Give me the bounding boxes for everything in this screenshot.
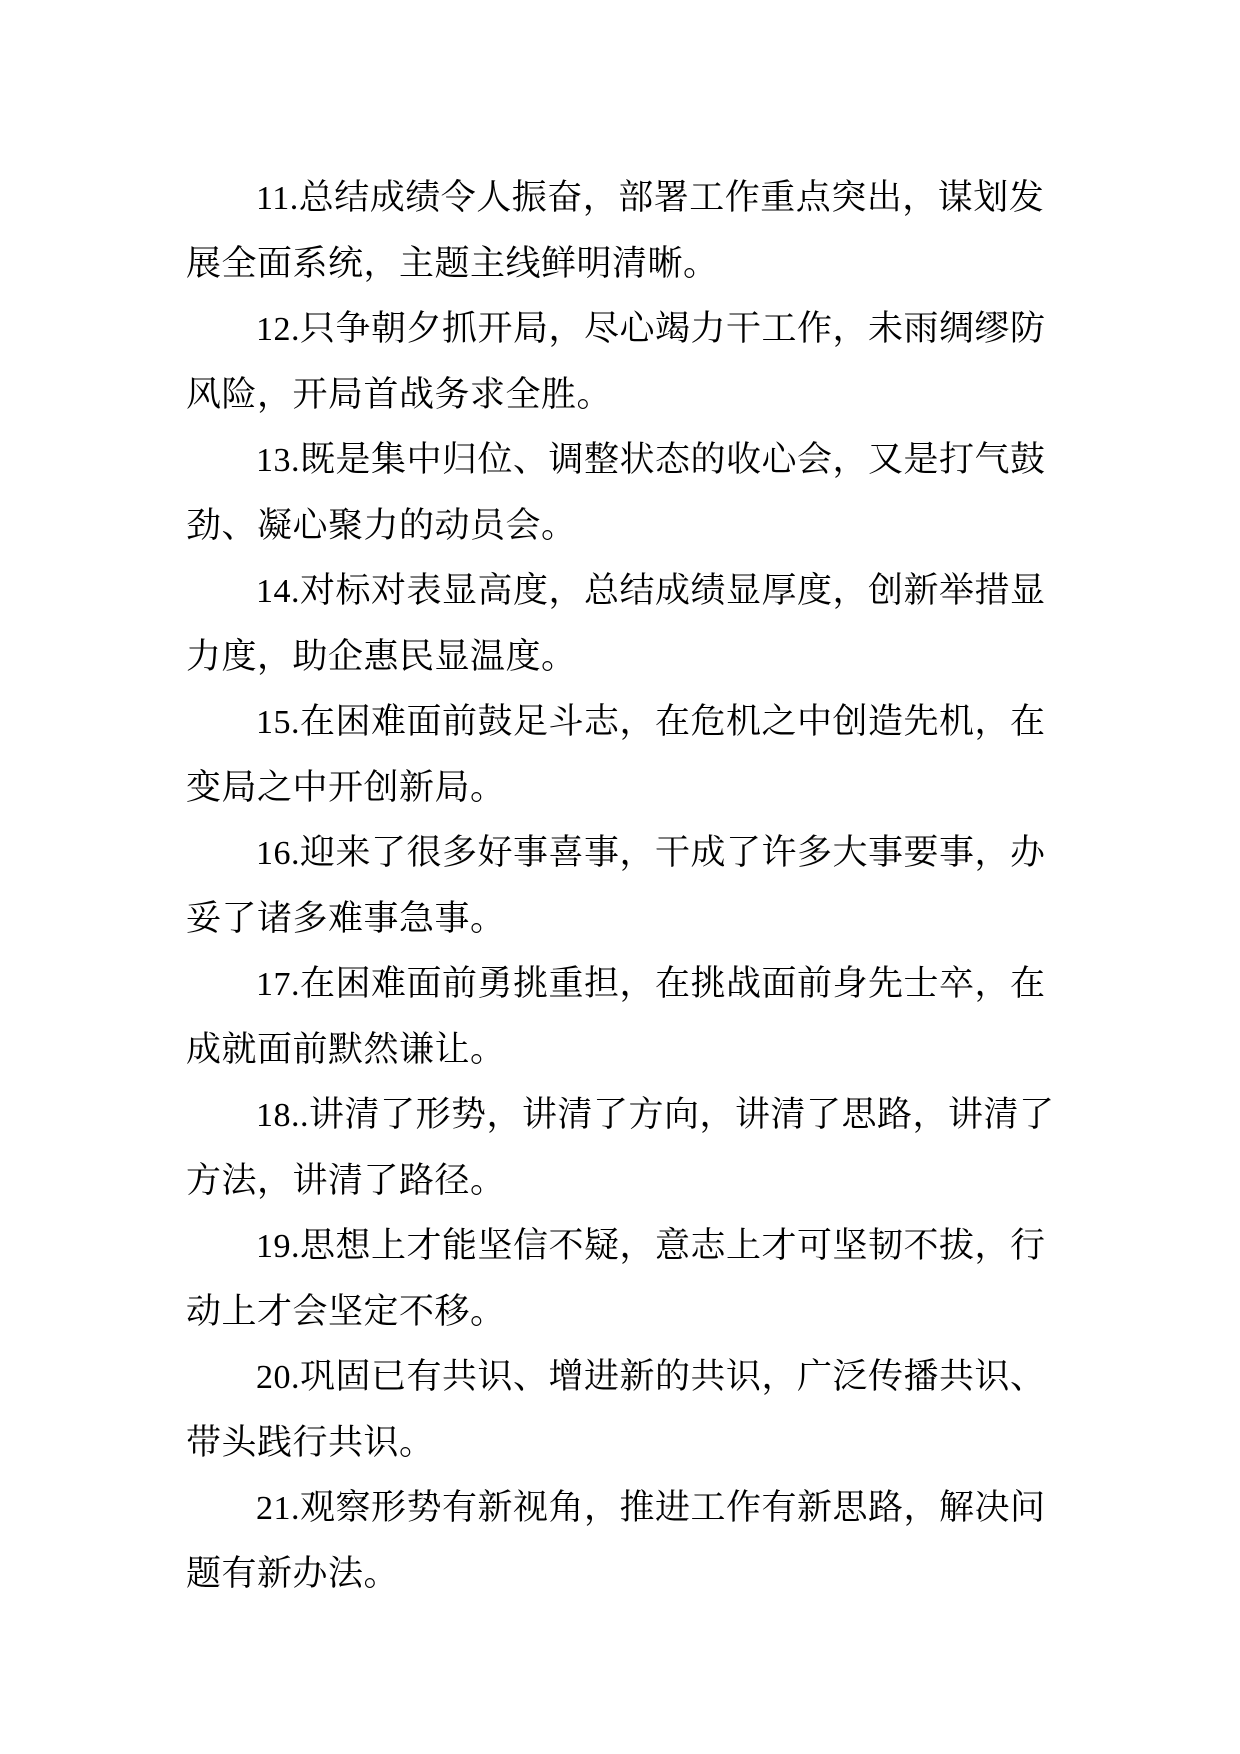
list-item-15	[186, 690, 1066, 821]
item-number: 21.	[256, 1490, 300, 1527]
list-item-21	[186, 1476, 1066, 1607]
item-number: 12.	[256, 311, 300, 348]
item-number: 17.	[256, 966, 300, 1003]
item-text: 对标对表显高度，总结成绩显厚度，创新举措显力度，助企惠民显温度。	[186, 571, 1046, 677]
item-text: 只争朝夕抓开局，尽心竭力干工作，未雨绸缪防风险，开局首战务求全胜。	[186, 309, 1046, 415]
item-text: 在困难面前勇挑重担，在挑战面前身先士卒，在成就面前默然谦让。	[186, 964, 1046, 1070]
item-text: 在困难面前鼓足斗志，在危机之中创造先机，在变局之中开创新局。	[186, 702, 1046, 808]
item-number: 13.	[256, 442, 300, 479]
list-item-14	[186, 559, 1066, 690]
item-number: 16.	[256, 835, 300, 872]
list-item-18	[186, 1083, 1066, 1214]
item-number: 19.	[256, 1228, 300, 1265]
list-item-13	[186, 428, 1066, 559]
item-text: 迎来了很多好事喜事，干成了许多大事要事，办妥了诸多难事急事。	[186, 833, 1046, 939]
list-item-16	[186, 821, 1066, 952]
item-text: 观察形势有新视角，推进工作有新思路，解决问题有新办法。	[186, 1488, 1046, 1594]
item-text: 既是集中归位、调整状态的收心会，又是打气鼓劲、凝心聚力的动员会。	[186, 440, 1046, 546]
item-text: 总结成绩令人振奋，部署工作重点突出，谋划发展全面系统，主题主线鲜明清晰。	[186, 178, 1045, 284]
list-item-17	[186, 952, 1066, 1083]
item-text: 巩固已有共识、增进新的共识，广泛传播共识、带头践行共识。	[186, 1357, 1046, 1463]
item-number: 11.	[256, 180, 299, 217]
item-number: 20.	[256, 1359, 300, 1396]
item-number: 18..	[256, 1097, 309, 1134]
item-number: 14.	[256, 573, 300, 610]
item-number: 15.	[256, 704, 300, 741]
item-text: 讲清了形势，讲清了方向，讲清了思路，讲清了方法，讲清了路径。	[186, 1095, 1055, 1201]
list-item-11	[186, 166, 1066, 297]
list-item-20	[186, 1345, 1066, 1476]
list-item-19	[186, 1214, 1066, 1345]
item-text: 思想上才能坚信不疑，意志上才可坚韧不拔，行动上才会坚定不移。	[186, 1226, 1046, 1332]
document-body	[186, 166, 1066, 1607]
list-item-12	[186, 297, 1066, 428]
